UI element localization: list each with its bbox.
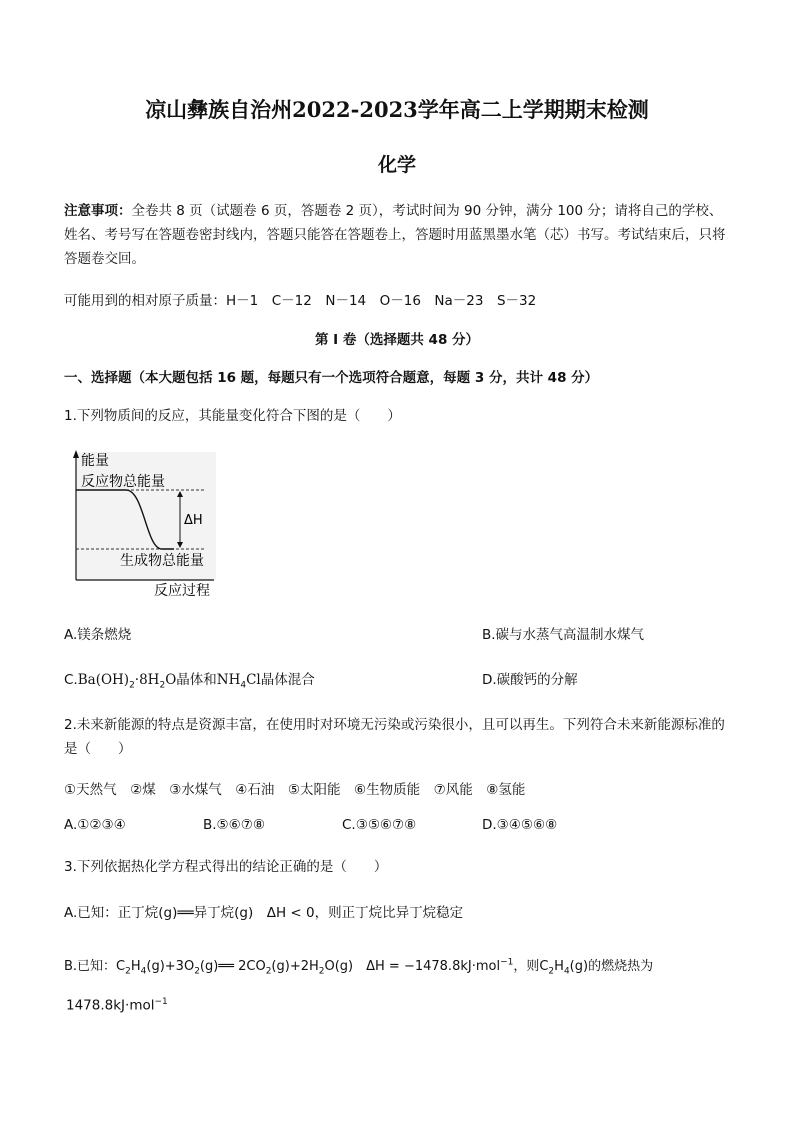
exam-title: 凉山彝族自治州2022-2023学年高二上学期期末检测 bbox=[145, 97, 649, 122]
q1-c-formula: ·8H bbox=[134, 672, 160, 688]
notice-paragraph bbox=[64, 199, 734, 271]
q2-items: ①天然气 ②煤 ③水煤气 ④石油 ⑤太阳能 ⑥生物质能 ⑦风能 ⑧氢能 bbox=[64, 782, 526, 798]
q3-b-sub: 4 bbox=[563, 966, 570, 977]
q2-stem: 2.未来新能源的特点是资源丰富，在使用时对环境无污染或污染很小，且可以再生。下列符合未来新能源标准的是（ ） bbox=[64, 717, 725, 757]
q2-option-a: A.①②③④ bbox=[64, 817, 126, 833]
q3-b-sub: 2 bbox=[265, 966, 272, 977]
q1-option-b: B.碳与水蒸气高温制水煤气 bbox=[482, 627, 645, 643]
q3-b-sup: −1 bbox=[500, 957, 514, 968]
q2-option-b: B.⑤⑥⑦⑧ bbox=[203, 817, 265, 833]
atomic-masses: 可能用到的相对原子质量：H－1 C－12 N－14 O－16 Na－23 S－32 bbox=[64, 293, 537, 309]
section1-title: 一、选择题（本大题包括 16 题，每题只有一个选项符合题意，每题 3 分，共计 48 分） bbox=[64, 370, 599, 386]
q3-b-text: 1478.8kJ·mol bbox=[66, 997, 155, 1014]
part1-title: 第 I 卷（选择题共 48 分） bbox=[314, 332, 480, 348]
q3-b-text: O(g) ΔH = −1478.8kJ·mol bbox=[324, 959, 501, 974]
notice-label: 注意事项： bbox=[64, 203, 132, 219]
q1-stem: 1.下列物质间的反应，其能量变化符合下图的是（ ） bbox=[64, 408, 401, 424]
q1-c-formula: Cl bbox=[246, 672, 261, 688]
notice-text: 全卷共 8 页（试题卷 6 页，答题卷 2 页），考试时间为 90 分钟，满分 100 分；请将自己的学校、姓名、考号写在答题卷密封线内，答题只能答在答题卷上，答题时用蓝黑墨水笔（芯）书写。考试结束后，只将答题卷交回。 bbox=[64, 203, 726, 267]
q1-c-text: 晶体混合 bbox=[260, 672, 315, 688]
q1-c-formula: O bbox=[165, 672, 177, 688]
q3-b-text: (g)+2H bbox=[271, 959, 319, 974]
y-axis-label: 能量 bbox=[81, 453, 109, 469]
q3-option-a: A.已知：正丁烷(g)══异丁烷(g) ΔH < 0，则正丁烷比异丁烷稳定 bbox=[64, 905, 464, 921]
q3-b-text: B.已知：C bbox=[64, 959, 126, 974]
q1-c-sub: 2 bbox=[129, 680, 135, 691]
q3-b-text: (g)══ 2CO bbox=[199, 959, 266, 974]
q3-b-sup: −1 bbox=[154, 997, 168, 1007]
q3-option-b bbox=[64, 955, 653, 977]
q1-option-a: A.镁条燃烧 bbox=[64, 627, 132, 643]
q1-option-d: D.碳酸钙的分解 bbox=[482, 672, 578, 688]
q1-c-text: 晶体和 bbox=[176, 672, 217, 688]
q3-option-b-continued bbox=[66, 997, 168, 1014]
q1-c-formula: NH bbox=[216, 672, 241, 688]
q3-b-text: (g)+3O bbox=[146, 959, 195, 974]
q3-b-sub: 2 bbox=[548, 966, 555, 977]
subject-title: 化学 bbox=[377, 154, 416, 176]
q3-b-text: H bbox=[130, 959, 141, 974]
q3-b-sub: 4 bbox=[140, 966, 147, 977]
q3-b-sub: 2 bbox=[125, 966, 131, 977]
q1-option-c bbox=[64, 668, 315, 691]
q1-c-formula: Ba(OH) bbox=[77, 672, 130, 688]
q1-option-c-prefix: C. bbox=[64, 672, 78, 688]
q3-b-text: ，则C bbox=[513, 959, 549, 974]
reactant-label: 反应物总能量 bbox=[81, 474, 165, 490]
q2-option-c: C.③⑤⑥⑦⑧ bbox=[342, 817, 417, 833]
energy-diagram bbox=[64, 448, 224, 600]
q3-b-sub: 2 bbox=[194, 966, 200, 977]
q3-b-text: H bbox=[554, 959, 564, 974]
q3-stem: 3.下列依据热化学方程式得出的结论正确的是（ ） bbox=[64, 859, 388, 875]
q2-option-d: D.③④⑤⑥⑧ bbox=[482, 817, 558, 833]
q3-b-text: (g)的燃烧热为 bbox=[569, 959, 654, 974]
q1-c-sub: 4 bbox=[240, 680, 247, 691]
x-axis-label: 反应过程 bbox=[154, 583, 210, 599]
q3-b-sub: 2 bbox=[318, 966, 325, 977]
dh-label: ΔH bbox=[184, 513, 203, 528]
q1-c-sub: 2 bbox=[159, 680, 166, 691]
product-label: 生成物总能量 bbox=[120, 553, 204, 569]
